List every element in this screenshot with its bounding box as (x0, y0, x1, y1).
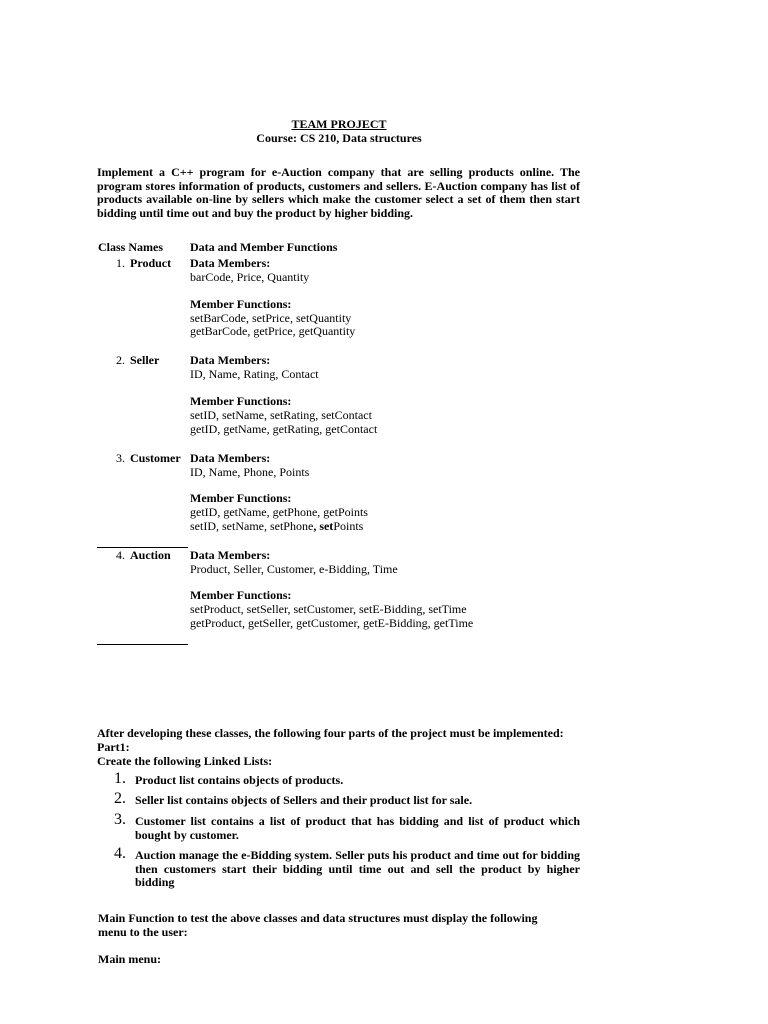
class-name-product: Product (130, 256, 172, 270)
set-functions-bold: , set (313, 519, 334, 533)
member-functions-label: Member Functions: (190, 297, 292, 311)
list-number: 2. (114, 790, 126, 807)
class-name-seller: Seller (130, 353, 160, 367)
data-members-label: Data Members: (190, 548, 271, 562)
page-title: TEAM PROJECT (291, 117, 387, 131)
list-text: Auction manage the e-Bidding system. Seller puts his product and time out for bidding then customers start their bidding until time out and sell the product by higher bidding (135, 848, 580, 890)
list-text: Seller list contains objects of Sellers and their product list for sale. (135, 793, 473, 807)
member-functions-label: Member Functions: (190, 491, 292, 505)
list-number: 1. (114, 770, 126, 787)
class-number: 4. (116, 548, 125, 562)
data-members-value: ID, Name, Rating, Contact (190, 367, 319, 381)
member-functions-label: Member Functions: (190, 394, 292, 408)
set-functions: setProduct, setSeller, setCustomer, setE-Bidding, setTime (190, 602, 467, 616)
get-functions: getID, getName, getPhone, getPoints (190, 505, 368, 519)
data-members-value: barCode, Price, Quantity (190, 270, 310, 284)
data-members-value: ID, Name, Phone, Points (190, 465, 310, 479)
data-members-label: Data Members: (190, 256, 271, 270)
main-menu-heading: Main menu: (98, 952, 161, 966)
list-number: 3. (114, 811, 126, 828)
class-number: 2. (116, 353, 125, 367)
set-functions (190, 520, 363, 534)
set-functions-suffix: Points (333, 519, 364, 533)
after-intro: After developing these classes, the following four parts of the project must be implemented: (97, 726, 564, 740)
data-functions-header: Data and Member Functions (190, 240, 338, 254)
class-number: 3. (116, 451, 125, 465)
class-number: 1. (116, 256, 125, 270)
linked-lists-heading: Create the following Linked Lists: (97, 754, 273, 768)
set-functions-prefix: setID, setName, setPhone (190, 519, 314, 533)
get-functions: getID, getName, getRating, getContact (190, 422, 378, 436)
list-number: 4. (114, 845, 126, 862)
class-name-auction: Auction (130, 548, 171, 562)
list-text: Product list contains objects of products. (135, 773, 344, 787)
member-functions-label: Member Functions: (190, 588, 292, 602)
class-names-header: Class Names (98, 240, 163, 254)
list-text: Customer list contains a list of product that has bidding and list of product which bought by customer. (135, 814, 580, 842)
set-functions: setID, setName, setRating, setContact (190, 408, 372, 422)
intro-paragraph: Implement a C++ program for e-Auction company that are selling products online. The program stores information of products, customers and sellers. E-Auction company has list of products available on-line by sellers which make the customer select a set of them then start bidding until time out and buy the product by higher bidding. (97, 165, 580, 220)
main-function-paragraph: Main Function to test the above classes and data structures must display the following menu to the user: (98, 911, 538, 939)
get-functions: getProduct, getSeller, getCustomer, getE-Bidding, getTime (190, 616, 474, 630)
set-functions: setBarCode, setPrice, setQuantity (190, 311, 352, 325)
part-heading: Part1: (97, 740, 130, 754)
data-members-label: Data Members: (190, 451, 271, 465)
data-members-value: Product, Seller, Customer, e-Bidding, Time (190, 562, 398, 576)
data-members-label: Data Members: (190, 353, 271, 367)
get-functions: getBarCode, getPrice, getQuantity (190, 324, 356, 338)
course-subtitle: Course: CS 210, Data structures (256, 131, 422, 145)
class-name-customer: Customer (130, 451, 181, 465)
table-divider (97, 644, 188, 645)
